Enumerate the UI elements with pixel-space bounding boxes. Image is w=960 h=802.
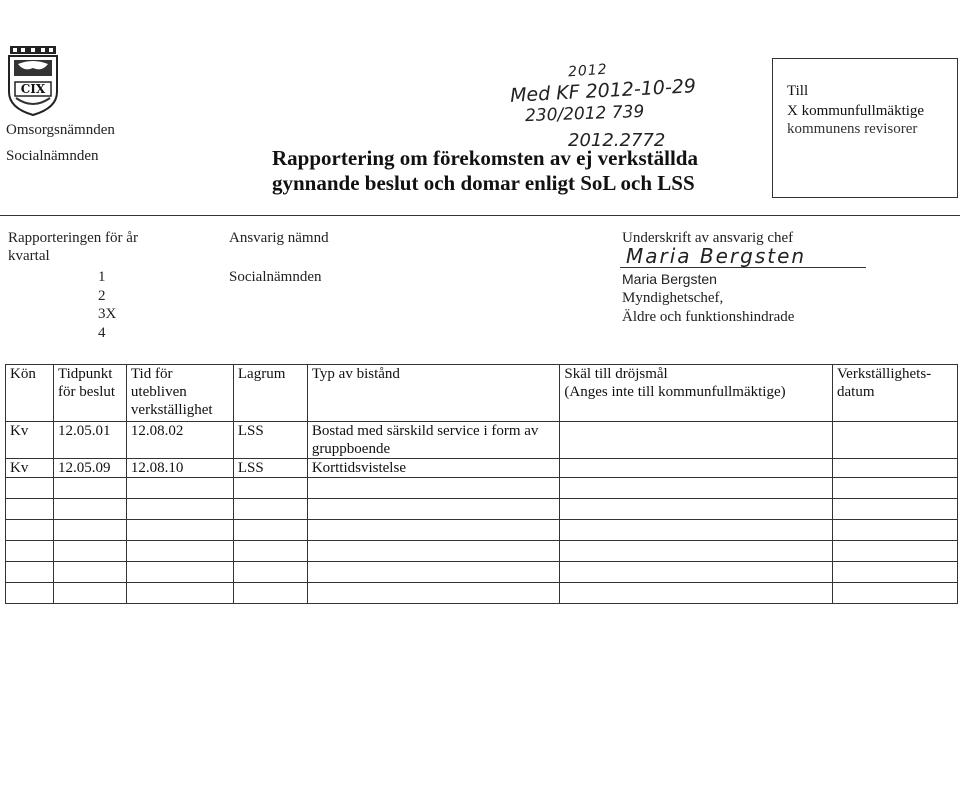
cell-tid: 12.08.10: [126, 459, 233, 478]
board-value: Socialnämnden: [229, 269, 322, 285]
signature-line: [620, 267, 866, 268]
signer-name: Maria Bergsten: [622, 271, 717, 287]
board-label: Ansvarig nämnd: [229, 230, 329, 246]
cell-tid: 12.08.02: [126, 422, 233, 459]
empty-row: [6, 583, 958, 604]
header-kon: Kön: [6, 365, 54, 422]
cell-lagrum: LSS: [233, 459, 307, 478]
recipients-heading: Till: [787, 83, 809, 99]
document-title-line-1: Rapportering om förekomsten av ej verkställda: [272, 146, 698, 170]
handwritten-signature: Maria Bergsten: [626, 244, 807, 268]
stamp-line-1: Med KF 2012-10-29: [509, 75, 697, 107]
signer-role-2: Äldre och funktionshindrade: [622, 309, 795, 325]
report-table: [5, 364, 958, 604]
document-title-line-2: gynnande beslut och domar enligt SoL och LSS: [272, 171, 695, 195]
info-top-rule: [0, 215, 960, 216]
cell-datum: [833, 459, 958, 478]
stamp-line-3: 2012.2772: [568, 130, 666, 151]
period-quarter-label: kvartal: [8, 248, 50, 264]
cell-skal: [560, 459, 833, 478]
header-skal: Skäl till dröjsmål (Anges inte till kommunfullmäktige): [560, 365, 833, 422]
org-line-1: Omsorgsnämnden: [6, 122, 115, 138]
period-label: Rapporteringen för år: [8, 230, 138, 246]
table-header-row: [6, 365, 958, 422]
signature-label: Underskrift av ansvarig chef: [622, 230, 794, 246]
empty-row: [6, 520, 958, 541]
cell-kon: Kv: [6, 422, 54, 459]
empty-row: [6, 478, 958, 499]
header-tid: Tid för utebliven verkställighet: [126, 365, 233, 422]
signer-role-1: Myndighetschef,: [622, 290, 724, 306]
header-typ: Typ av bistånd: [307, 365, 560, 422]
quarter-3-selected: 3X: [98, 306, 117, 322]
recipient-1: X kommunfullmäktige: [787, 103, 925, 119]
cell-kon: Kv: [6, 459, 54, 478]
cell-tidpunkt: 12.05.01: [53, 422, 126, 459]
municipal-crest-icon: [6, 46, 60, 116]
cell-skal: [560, 422, 833, 459]
quarter-2: 2: [98, 288, 106, 304]
cell-typ: Bostad med särskild service i form av gruppboende: [307, 422, 560, 459]
crest-monogram: CIX: [20, 82, 46, 96]
header-tidpunkt: Tidpunkt för beslut: [53, 365, 126, 422]
cell-tidpunkt: 12.05.09: [53, 459, 126, 478]
recipients-box: [772, 58, 958, 198]
header-verkstallighetsdatum: Verkställighets- datum: [833, 365, 958, 422]
table-row: [6, 422, 958, 459]
empty-row: [6, 562, 958, 583]
cell-lagrum: LSS: [233, 422, 307, 459]
cell-typ: Korttidsvistelse: [307, 459, 560, 478]
header-lagrum: Lagrum: [233, 365, 307, 422]
org-line-2: Socialnämnden: [6, 148, 99, 164]
recipient-2: kommunens revisorer: [787, 121, 918, 137]
stamp-line-2: 230/2012 739: [524, 101, 645, 127]
empty-row: [6, 499, 958, 520]
quarter-1: 1: [98, 269, 106, 285]
cell-datum: [833, 422, 958, 459]
quarter-4: 4: [98, 325, 106, 341]
stamp-year: 2012: [567, 61, 609, 81]
empty-row: [6, 541, 958, 562]
table-row: [6, 459, 958, 478]
